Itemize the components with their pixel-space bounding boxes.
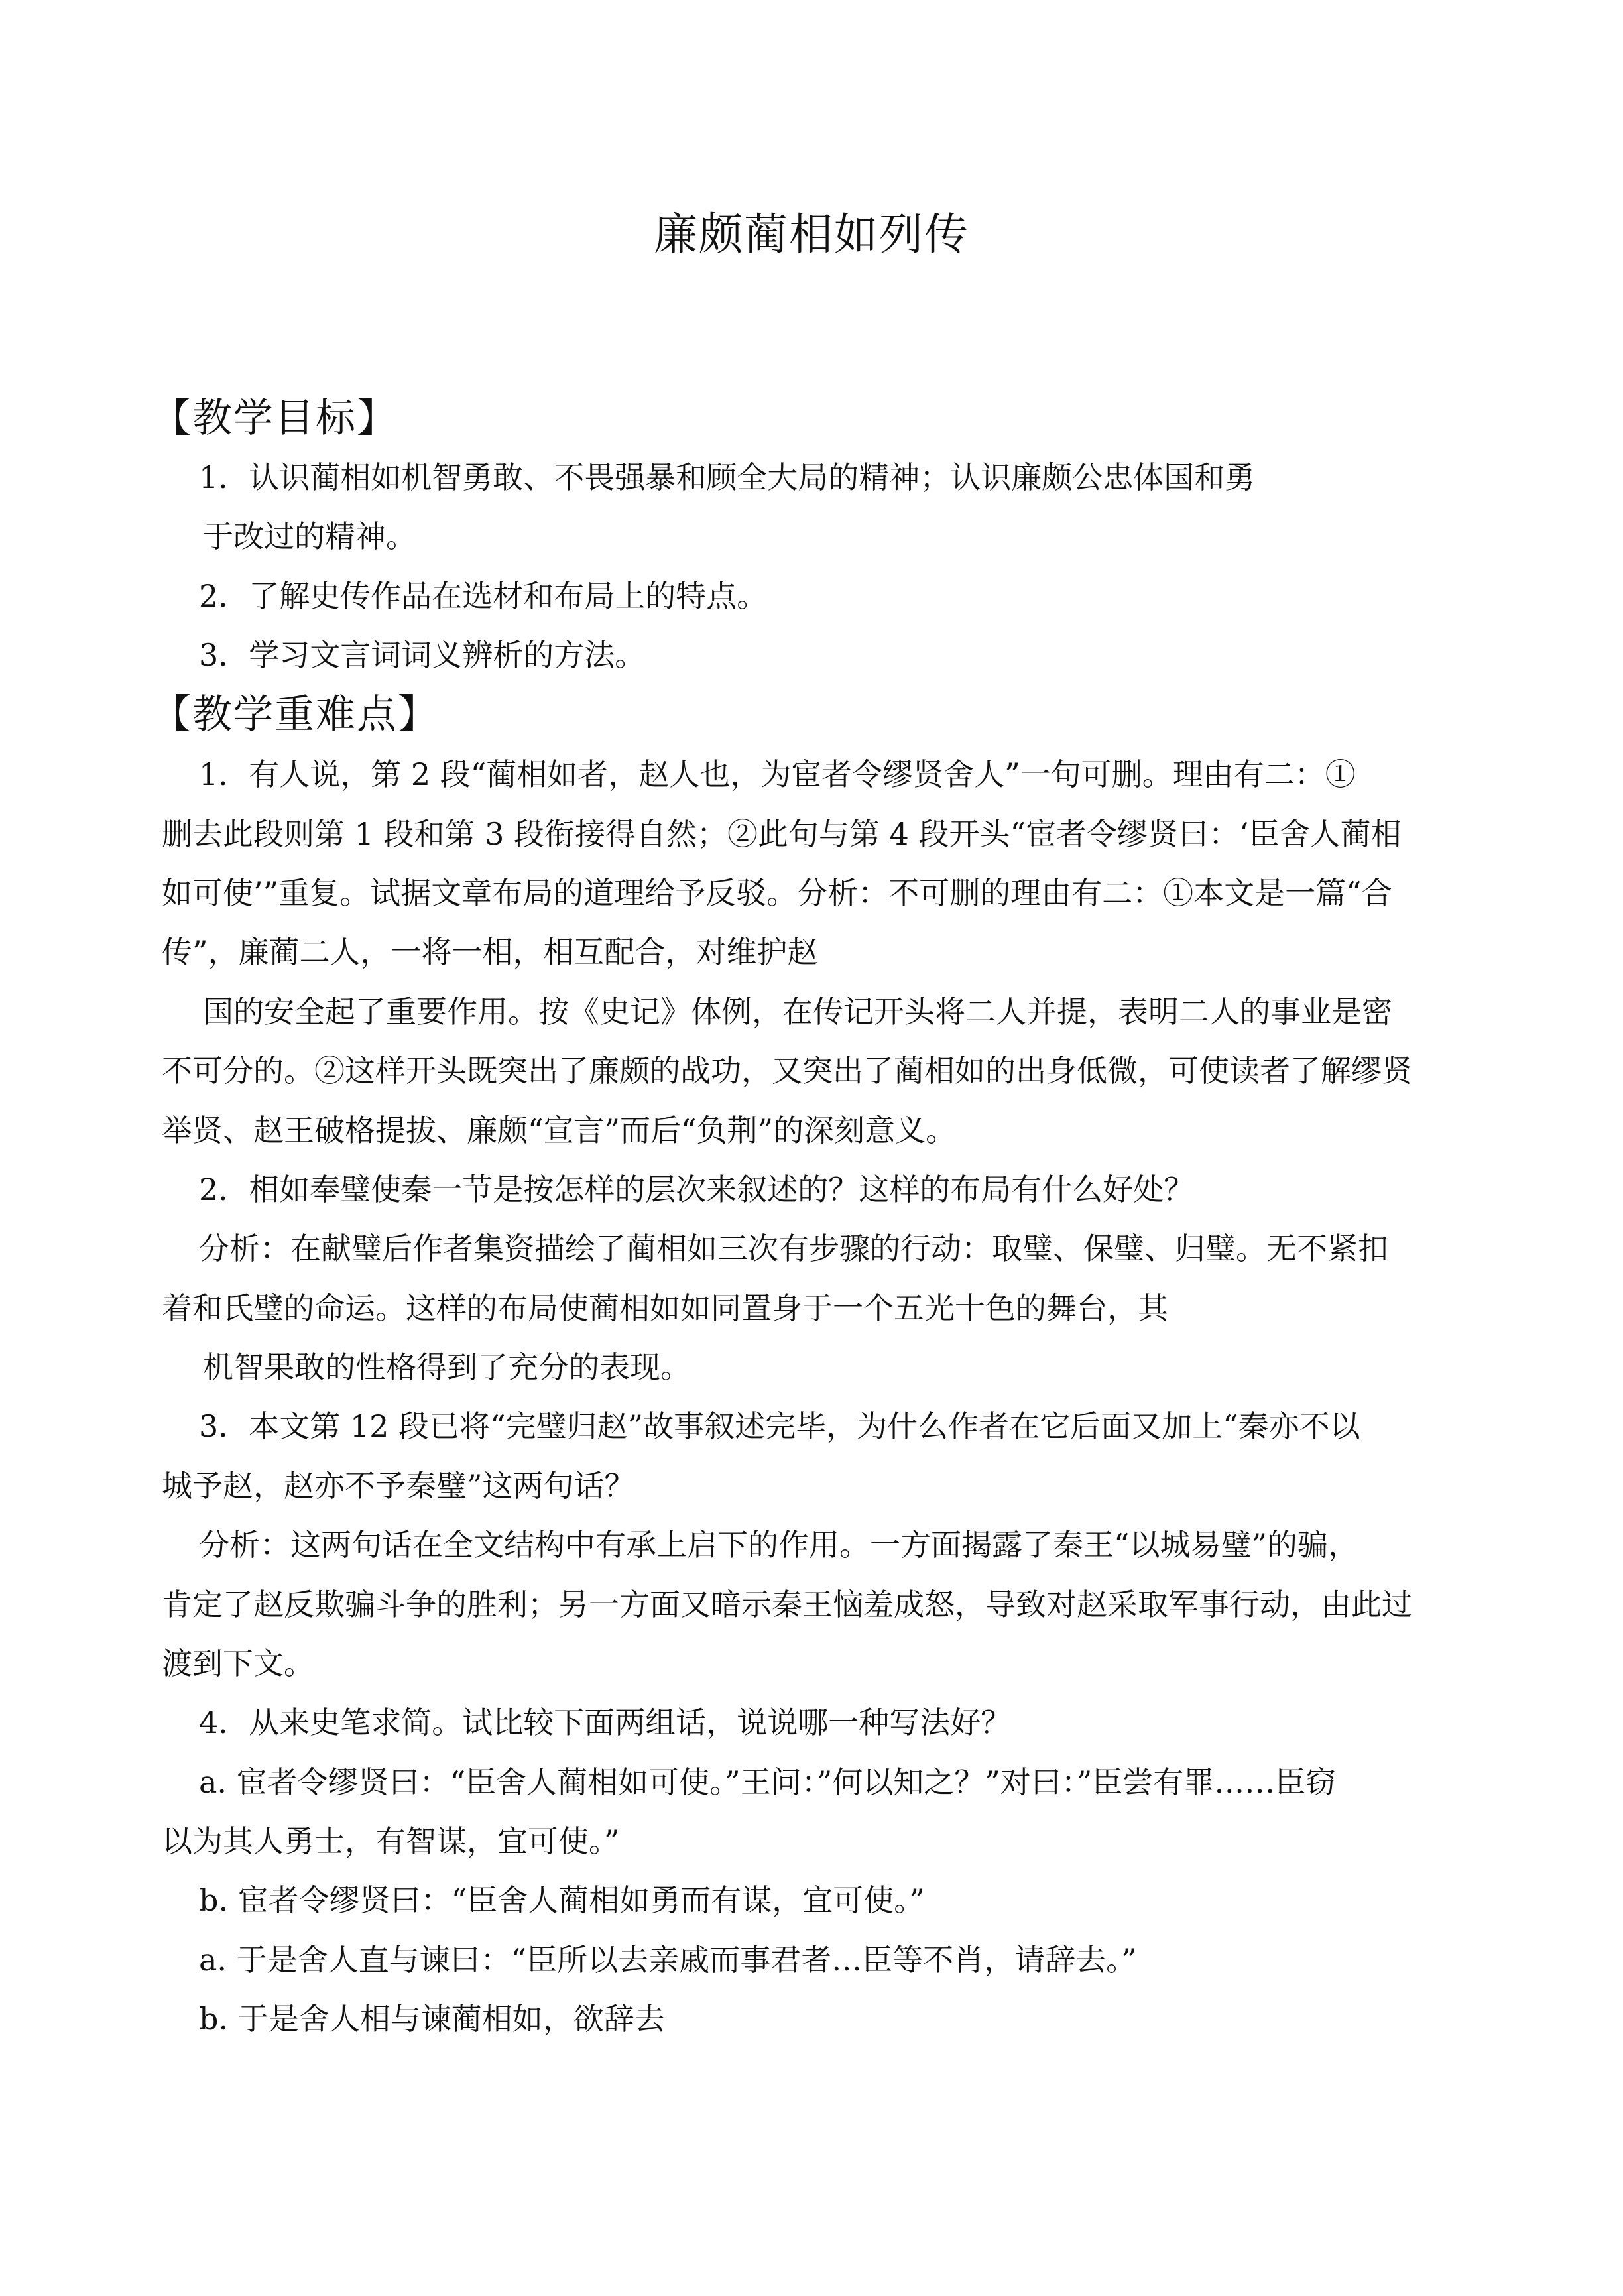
text-line: 分析：这两句话在全文结构中有承上启下的作用。一方面揭露了秦王“以城易璧”的骗， xyxy=(199,1527,1359,1563)
text-line: 4．从来史笔求简。试比较下面两组话，说说哪一种写法好？ xyxy=(199,1705,1012,1740)
text-line: 肯定了赵反欺骗斗争的胜利；另一方面又暗示秦王恼羞成怒，导致对赵采取军事行动，由此过 xyxy=(162,1587,1412,1622)
text-line: 删去此段则第 1 段和第 3 段衔接得自然；②此句与第 4 段开头“宦者令缪贤曰：‘臣舍人蔺相 xyxy=(162,816,1402,852)
text-line: 如可使’”重复。试据文章布局的道理给予反驳。分析：不可删的理由有二：①本文是一篇“合 xyxy=(162,875,1392,911)
text-line: 城予赵，赵亦不予秦璧”这两句话？ xyxy=(162,1468,635,1504)
text-line: 于改过的精神。 xyxy=(203,518,416,554)
section-heading-key-points: 【教学重难点】 xyxy=(151,692,439,738)
text-line: 3．本文第 12 段已将“完璧归赵”故事叙述完毕，为什么作者在它后面又加上“秦亦不以 xyxy=(199,1408,1360,1444)
text-line: b. 于是舍人相与谏蔺相如，欲辞去 xyxy=(199,2001,665,2037)
text-line: 1．有人说，第 2 段“蔺相如者，赵人也，为宦者令缪贤舍人”一句可删。理由有二：① xyxy=(199,756,1356,792)
text-line: a. 于是舍人直与谏曰：“臣所以去亲戚而事君者…臣等不肖，请辞去。” xyxy=(199,1942,1137,1978)
text-line: 不可分的。②这样开头既突出了廉颇的战功，又突出了蔺相如的出身低微，可使读者了解缪贤 xyxy=(162,1053,1412,1089)
text-line: 传”，廉蔺二人，一将一相，相互配合，对维护赵 xyxy=(162,934,818,970)
text-line: b. 宦者令缪贤曰：“臣舍人蔺相如勇而有谋，宜可使。” xyxy=(199,1882,925,1918)
text-line: 国的安全起了重要作用。按《史记》体例，在传记开头将二人并提，表明二人的事业是密 xyxy=(203,994,1392,1030)
text-line: 渡到下文。 xyxy=(162,1646,314,1681)
page-title: 廉颇蔺相如列传 xyxy=(654,209,969,260)
text-line: 3．学习文言词词义辨析的方法。 xyxy=(199,637,646,673)
text-line: 机智果敢的性格得到了充分的表现。 xyxy=(203,1349,691,1385)
section-heading-objectives: 【教学目标】 xyxy=(151,395,398,442)
text-line: 着和氏璧的命运。这样的布局使蔺相如如同置身于一个五光十色的舞台，其 xyxy=(162,1290,1168,1326)
text-line: 分析：在献璧后作者集资描绘了蔺相如三次有步骤的行动：取璧、保璧、归璧。无不紧扣 xyxy=(199,1231,1388,1266)
text-line: 举贤、赵王破格提拔、廉颇“宣言”而后“负荆”的深刻意义。 xyxy=(162,1113,957,1148)
text-line: 1．认识蔺相如机智勇敢、不畏强暴和顾全大局的精神；认识廉颇公忠体国和勇 xyxy=(199,459,1256,495)
text-line: 2．了解史传作品在选材和布局上的特点。 xyxy=(199,578,768,614)
text-line: 2．相如奉璧使秦一节是按怎样的层次来叙述的？这样的布局有什么好处？ xyxy=(199,1172,1195,1207)
text-line: 以为其人勇士，有智谋，宜可使。” xyxy=(162,1823,620,1859)
text-line: a. 宦者令缪贤曰：“臣舍人蔺相如可使。”王问：”何以知之？”对曰：”臣尝有罪……臣窃 xyxy=(199,1764,1337,1800)
